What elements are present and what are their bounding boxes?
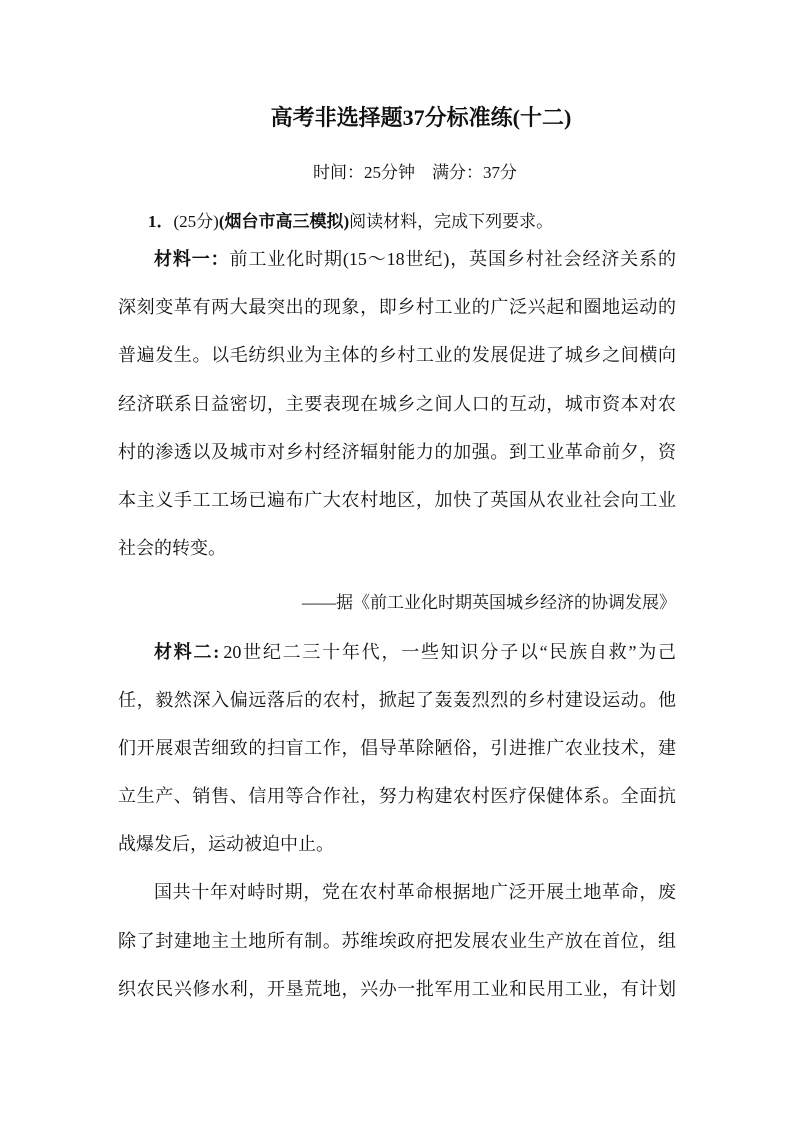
- material-one: [118, 235, 676, 628]
- question-heading: [118, 208, 676, 236]
- material-two-line: 立生产、销售、信用等合作社，努力构建农村医疗保健体系。全面抗: [118, 786, 676, 807]
- material-two-line: [118, 628, 676, 676]
- paragraph-three-line: 国共十年对峙时期，党在农村革命根据地广泛开展土地革命，废: [154, 882, 676, 903]
- page-title: 高考非选择题37分标准练(十二): [270, 105, 572, 130]
- question-body: [118, 235, 676, 1013]
- material-one-line: 村的渗透以及城市对乡村经济辐射能力的加强。到工业革命前夕，资: [118, 441, 676, 462]
- paragraph-three-line: 织农民兴修水利，开垦荒地，兴办一批军用工业和民用工业，有计划: [118, 978, 676, 999]
- material-two-label: 材料二:: [154, 641, 220, 662]
- material-one-line: 普遍发生。以毛纺织业为主体的乡村工业的发展促进了城乡之间横向: [118, 345, 676, 366]
- material-two-line: 任，毅然深入偏远落后的农村，掀起了轰轰烈烈的乡村建设运动。他: [118, 689, 676, 710]
- material-two-text: 20世纪二三十年代，一些知识分子以“民族自救”为己: [223, 641, 676, 662]
- material-one-line: 本主义手工工场已遍布广大农村地区，加快了英国从农业社会向工业: [118, 489, 676, 510]
- paragraph-three-line: 除了封建地主土地所有制。苏维埃政府把发展农业生产放在首位，组: [118, 930, 676, 951]
- question-number: 1．: [148, 212, 174, 231]
- question-instruction: 阅读材料，完成下列要求。: [349, 212, 554, 231]
- material-two-line: 们开展艰苦细致的扫盲工作，倡导革除陋俗，引进推广农业技术，建: [118, 737, 676, 758]
- material-two-line: 战爆发后，运动被迫中止。: [118, 834, 334, 855]
- question-source: (烟台市高三模拟): [218, 212, 350, 231]
- material-one-line: 社会的转变。: [118, 538, 226, 559]
- material-two: [118, 628, 676, 869]
- question-score: (25分): [173, 212, 219, 231]
- material-one-line: [118, 235, 676, 283]
- material-one-line: 经济联系日益密切，主要表现在城乡之间人口的互动，城市资本对农: [118, 393, 676, 414]
- paragraph-three: [118, 868, 676, 1013]
- material-one-line: 深刻变革有两大最突出的现象，即乡村工业的广泛兴起和圈地运动的: [118, 297, 676, 318]
- exam-time-info: 时间：25分钟 满分：37分: [313, 163, 517, 182]
- material-one-text: 前工业化时期(15～18世纪)，英国乡村社会经济关系的: [229, 249, 676, 269]
- material-one-label: 材料一：: [154, 249, 230, 269]
- material-one-source: ——据《前工业化时期英国城乡经济的协调发展》: [302, 593, 676, 613]
